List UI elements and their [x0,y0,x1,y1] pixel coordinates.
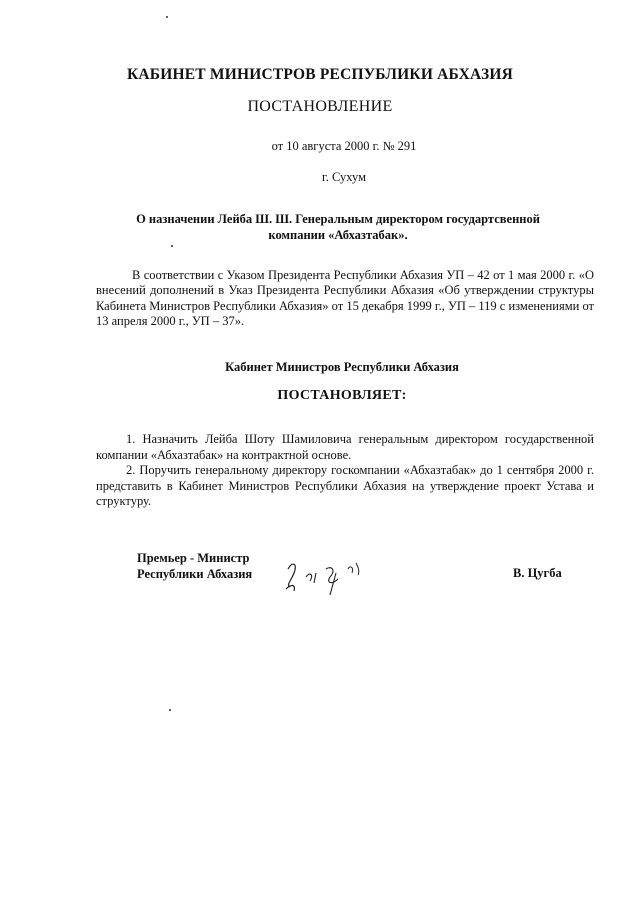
decree-item: 2. Поручить генеральному директору госкомпании «Абхазтабак» до 1 сентября 2000 г. представить в Кабинет Министров Республики Абхазия на утверждение проект Устава и структуру. [96,463,594,508]
signatory-name: В. Цугба [513,566,562,580]
signatory-title-line-2: Республики Абхазия [137,566,253,581]
document-date: от 10 августа 2000 г. № 291 [271,139,417,153]
decree-items [96,432,594,510]
subject-line-2: компании «Абхазтабак». [268,228,408,242]
handwritten-signature [280,555,372,597]
scan-speck [169,709,171,711]
document-type: ПОСТАНОВЛЕНИЕ [247,98,393,115]
preamble-text: В соответствии с Указом Президента Республики Абхазия УП – 42 от 1 мая 2000 г. «О внесений дополнений в Указ Президента Республики Абхазия «Об утверждении структуры Кабинета Министров Республики Абхазия» от 15 декабря 1999 г., УП – 119 с изменениями от 13 апреля 2000 г., УП – 37». [96,268,595,328]
enacting-body: Кабинет Министров Республики Абхазия [225,360,459,374]
document-title: КАБИНЕТ МИНИСТРОВ РЕСПУБЛИКИ АБХАЗИЯ [126,66,514,83]
signatory-title [137,551,252,582]
decree-item: 1. Назначить Лейба Шоту Шамиловича генеральным директором государственной компании «Абхазтабак» на контрактной основе. [96,432,594,462]
scan-speck [171,245,173,247]
preamble-paragraph [96,268,594,329]
scan-speck [166,16,168,18]
enacting-verb: ПОСТАНОВЛЯЕТ: [277,388,407,403]
signatory-title-line-1: Премьер - Министр [137,551,250,565]
document-city: г. Сухум [321,170,366,184]
document-subject [108,211,568,243]
subject-line-1: О назначении Лейба Ш. Ш. Генеральным директором государтсвенной [136,212,540,226]
